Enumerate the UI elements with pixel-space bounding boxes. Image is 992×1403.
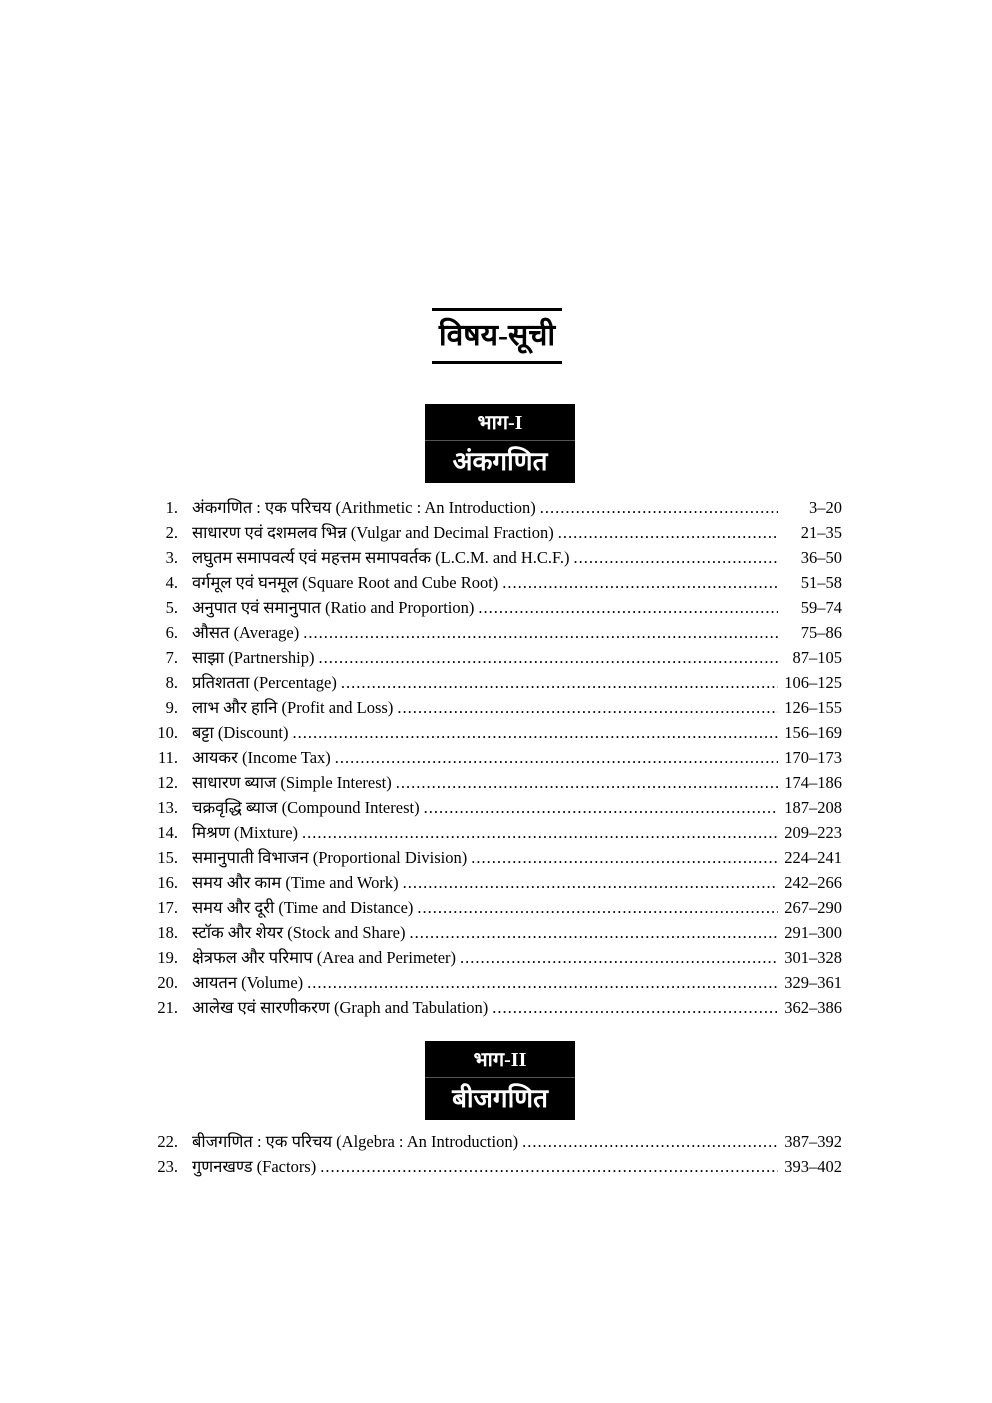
entry-pages: 51–58	[800, 573, 842, 592]
dot-leader	[502, 573, 778, 593]
entry-number: 6.	[165, 623, 178, 642]
toc-entry	[150, 520, 842, 545]
entry-number: 10.	[157, 723, 178, 742]
entry-title: औसत (Average)	[192, 623, 300, 642]
entry-title: क्षेत्रफल और परिमाप (Area and Perimeter)	[192, 948, 457, 967]
entry-pages: 362–386	[784, 998, 842, 1017]
entry-pages: 174–186	[784, 773, 842, 792]
entry-pages: 387–392	[784, 1132, 842, 1151]
entry-number: 4.	[165, 573, 178, 592]
dot-leader	[478, 598, 778, 618]
entry-number: 2.	[165, 523, 178, 542]
entry-pages: 106–125	[784, 673, 842, 692]
toc-entry	[150, 845, 842, 870]
dot-leader	[341, 673, 778, 693]
dot-leader	[540, 498, 778, 518]
toc-entry	[150, 720, 842, 745]
entry-title: लघुतम समापवर्त्य एवं महत्तम समापवर्तक (L.C.M. and H.C.F.)	[192, 548, 570, 567]
dot-leader	[558, 523, 778, 543]
entry-title: स्टॉक और शेयर (Stock and Share)	[192, 923, 406, 942]
entry-number: 8.	[165, 673, 178, 692]
dot-leader	[424, 798, 778, 818]
entry-pages: 209–223	[784, 823, 842, 842]
entry-number: 12.	[157, 773, 178, 792]
toc-entry	[150, 495, 842, 520]
entry-pages: 170–173	[784, 748, 842, 767]
entry-title: आयकर (Income Tax)	[192, 748, 331, 767]
toc-entry	[150, 545, 842, 570]
dot-leader	[303, 623, 778, 643]
entry-pages: 59–74	[800, 598, 842, 617]
toc-entry	[150, 895, 842, 920]
entry-pages: 393–402	[784, 1157, 842, 1176]
entry-pages: 75–86	[800, 623, 842, 642]
entry-number: 16.	[157, 873, 178, 892]
toc-entry	[150, 670, 842, 695]
dot-leader	[492, 998, 778, 1018]
part-name: बीजगणित	[452, 1084, 548, 1113]
dot-leader	[409, 923, 778, 943]
entry-pages: 329–361	[784, 973, 842, 992]
dot-leader	[522, 1132, 778, 1152]
part-2-header	[425, 1041, 575, 1120]
toc-entry	[150, 1154, 842, 1179]
part-1-header	[425, 404, 575, 483]
entry-number: 14.	[157, 823, 178, 842]
toc-entry	[150, 795, 842, 820]
entry-title: समय और काम (Time and Work)	[192, 873, 399, 892]
entry-title: समय और दूरी (Time and Distance)	[192, 898, 414, 917]
toc-entry	[150, 1129, 842, 1154]
dot-leader	[320, 1157, 778, 1177]
entry-pages: 224–241	[784, 848, 842, 867]
entry-title: साझा (Partnership)	[192, 648, 315, 667]
toc-entry	[150, 920, 842, 945]
part-1-contents	[150, 495, 842, 1020]
part-label: भाग-II	[425, 1041, 575, 1078]
entry-title: साधारण एवं दशमलव भिन्न (Vulgar and Decimal Fraction)	[192, 523, 554, 542]
entry-number: 21.	[157, 998, 178, 1017]
toc-entry	[150, 945, 842, 970]
entry-pages: 156–169	[784, 723, 842, 742]
dot-leader	[397, 698, 778, 718]
toc-entry	[150, 870, 842, 895]
entry-pages: 291–300	[784, 923, 842, 942]
entry-pages: 187–208	[784, 798, 842, 817]
entry-number: 15.	[157, 848, 178, 867]
dot-leader	[574, 548, 779, 568]
entry-pages: 3–20	[809, 498, 842, 517]
entry-title: आलेख एवं सारणीकरण (Graph and Tabulation)	[192, 998, 489, 1017]
entry-number: 11.	[157, 748, 178, 767]
entry-title: अनुपात एवं समानुपात (Ratio and Proportion)	[192, 598, 475, 617]
entry-number: 18.	[157, 923, 178, 942]
toc-entry	[150, 745, 842, 770]
entry-title: गुणनखण्ड (Factors)	[192, 1157, 317, 1176]
toc-entry	[150, 645, 842, 670]
entry-title: प्रतिशतता (Percentage)	[192, 673, 337, 692]
dot-leader	[396, 773, 778, 793]
entry-pages: 242–266	[784, 873, 842, 892]
dot-leader	[307, 973, 778, 993]
entry-title: चक्रवृद्धि ब्याज (Compound Interest)	[192, 798, 420, 817]
entry-title: आयतन (Volume)	[192, 973, 304, 992]
entry-title: मिश्रण (Mixture)	[192, 823, 299, 842]
dot-leader	[318, 648, 778, 668]
entry-pages: 267–290	[784, 898, 842, 917]
toc-entry	[150, 695, 842, 720]
toc-entry	[150, 620, 842, 645]
entry-title: बीजगणित : एक परिचय (Algebra : An Introduction)	[192, 1132, 519, 1151]
dot-leader	[471, 848, 778, 868]
entry-pages: 36–50	[800, 548, 842, 567]
dot-leader	[335, 748, 778, 768]
entry-title: बट्टा (Discount)	[192, 723, 289, 742]
entry-number: 1.	[165, 498, 178, 517]
entry-number: 5.	[165, 598, 178, 617]
entry-pages: 21–35	[800, 523, 842, 542]
entry-number: 13.	[157, 798, 178, 817]
entry-pages: 126–155	[784, 698, 842, 717]
entry-title: वर्गमूल एवं घनमूल (Square Root and Cube Root)	[192, 573, 499, 592]
part-2-contents	[150, 1129, 842, 1179]
dot-leader	[460, 948, 778, 968]
entry-pages: 87–105	[792, 648, 842, 667]
dot-leader	[417, 898, 778, 918]
part-name: अंकगणित	[452, 447, 548, 476]
entry-number: 23.	[157, 1157, 178, 1176]
page-title: विषय-सूची	[432, 308, 562, 364]
dot-leader	[302, 823, 778, 843]
entry-title: लाभ और हानि (Profit and Loss)	[192, 698, 394, 717]
entry-number: 7.	[165, 648, 178, 667]
toc-entry	[150, 770, 842, 795]
entry-number: 19.	[157, 948, 178, 967]
dot-leader	[403, 873, 778, 893]
toc-entry	[150, 820, 842, 845]
toc-entry	[150, 595, 842, 620]
entry-number: 9.	[165, 698, 178, 717]
entry-title: समानुपाती विभाजन (Proportional Division)	[192, 848, 468, 867]
part-label: भाग-I	[425, 404, 575, 441]
entry-number: 3.	[165, 548, 178, 567]
entry-number: 17.	[157, 898, 178, 917]
dot-leader	[292, 723, 778, 743]
toc-entry	[150, 995, 842, 1020]
toc-entry	[150, 570, 842, 595]
entry-title: साधारण ब्याज (Simple Interest)	[192, 773, 392, 792]
entry-number: 20.	[157, 973, 178, 992]
entry-number: 22.	[157, 1132, 178, 1151]
toc-entry	[150, 970, 842, 995]
entry-pages: 301–328	[784, 948, 842, 967]
entry-title: अंकगणित : एक परिचय (Arithmetic : An Introduction)	[192, 498, 536, 517]
